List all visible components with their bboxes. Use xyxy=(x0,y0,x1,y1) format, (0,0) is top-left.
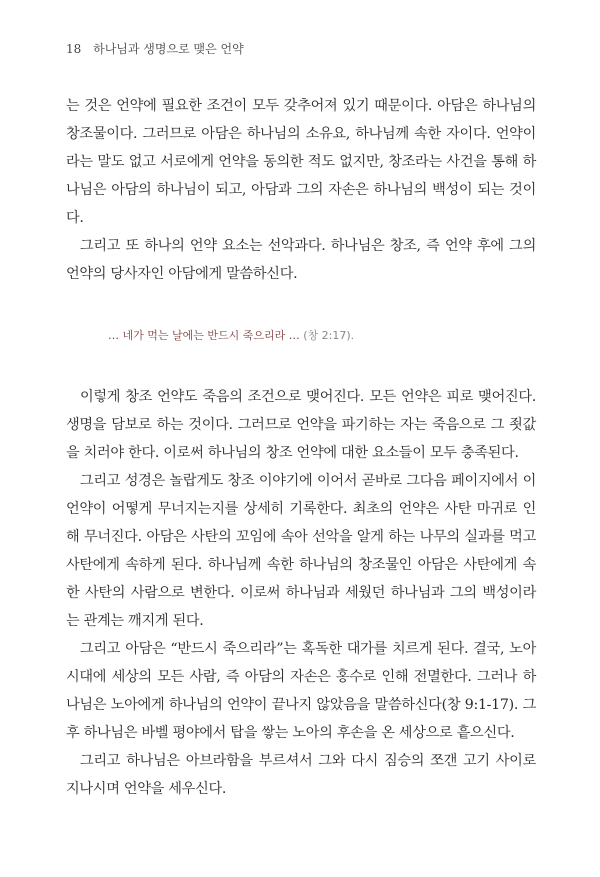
paragraph: 그리고 성경은 놀랍게도 창조 이야기에 이어서 곧바로 그다음 페이지에서 이 언약이 어떻게 무너지는지를 상세히 기록한다. 최초의 언약은 사탄 마귀로 인해 무너진다. 아담은 사탄의 꼬임에 속아 선악을 알게 하는 나무의 실과를 먹고 사탄에게 속하게 된다. 하나님께 속한 하나님의 창조물인 아담은 사탄에게 속한 사탄의 사람으로 변한다. 이로써 하나님과 세웠던 하나님과 그의 백성이라는 관계는 깨지게 된다. xyxy=(66,473,536,629)
paragraph: 그리고 하나님은 아브라함을 부르셔서 그와 다시 짐승의 쪼갠 고기 사이로 지나시며 언약을 세우신다. xyxy=(66,753,536,797)
scripture-reference: (창 2:17). xyxy=(303,329,355,342)
running-head xyxy=(66,40,244,57)
paragraph-text: 그 후 하나님은 바벨 평야에서 탑을 쌓는 노아의 후손을 온 세상으로 흩으신다. xyxy=(66,697,536,741)
scripture-quote-text: … 네가 먹는 날에는 반드시 죽으리라 … xyxy=(108,329,300,342)
page-number: 18 xyxy=(66,42,82,56)
inline-scripture-reference: (창 9:1-17). xyxy=(441,697,519,713)
paragraph-text: 그리고 아담은 “반드시 죽으리라”는 혹독한 대가를 치르게 된다. 결국, 노아 시대에 세상의 모든 사람, 즉 아담의 자손은 홍수로 인해 전멸한다. 그러나 하나님은 노아에게 하나님의 언약이 끝나지 않았음을 말씀하신다 xyxy=(66,641,536,713)
scripture-quote xyxy=(66,305,536,367)
paragraph: 이렇게 창조 언약도 죽음의 조건으로 맺어진다. 모든 언약은 피로 맺어진다. 생명을 담보로 하는 것이다. 그러므로 언약을 파기하는 자는 죽음으로 그 죗값을 치러야 한다. 이로써 하나님의 창조 언약에 대한 요소들이 모두 충족된다. xyxy=(66,389,536,461)
body-text xyxy=(66,92,536,803)
paragraph xyxy=(66,635,536,747)
paragraph: 는 것은 언약에 필요한 조건이 모두 갖추어져 있기 때문이다. 아담은 하나님의 창조물이다. 그러므로 아담은 하나님의 소유요, 하나님께 속한 자이다. 언약이라는 말도 없고 서로에게 언약을 동의한 적도 없지만, 창조라는 사건을 통해 하나님은 아담의 하나님이 되고, 아담과 그의 자손은 하나님의 백성이 되는 것이다. xyxy=(66,98,536,226)
paragraph: 그리고 또 하나의 언약 요소는 선악과다. 하나님은 창조, 즉 언약 후에 그의 언약의 당사자인 아담에게 말씀하신다. xyxy=(66,238,536,282)
chapter-title: 하나님과 생명으로 맺은 언약 xyxy=(93,42,244,56)
